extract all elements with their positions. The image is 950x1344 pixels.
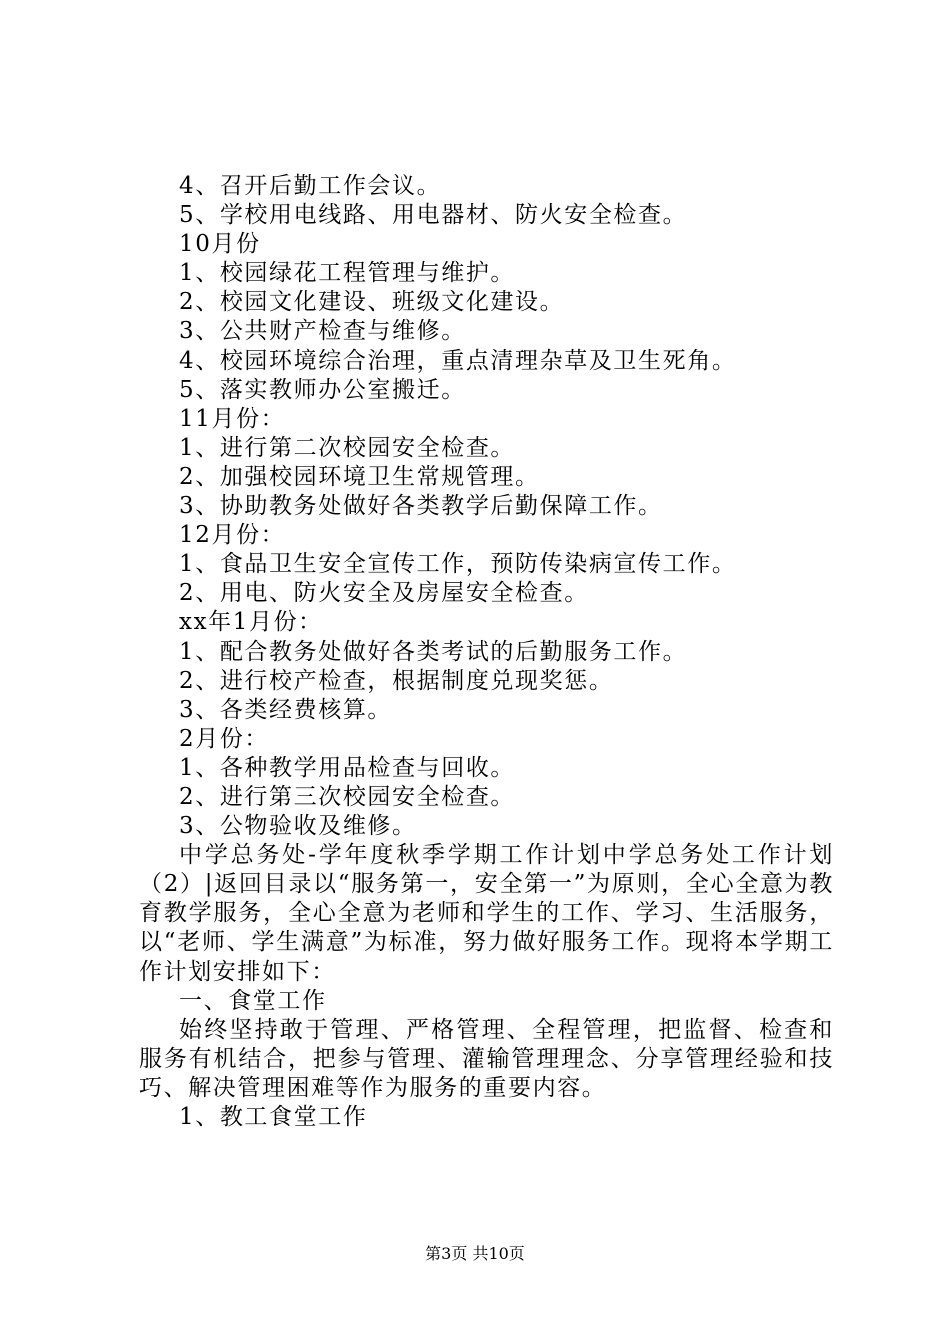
page-number-footer: 第3页 共10页 bbox=[425, 1244, 525, 1263]
section-heading: 10月份 bbox=[179, 231, 261, 258]
section-heading: 11月份： bbox=[179, 405, 286, 432]
list-item: 3、各类经费核算。 bbox=[179, 696, 393, 723]
list-item: 1、配合教务处做好各类考试的后勤服务工作。 bbox=[179, 638, 688, 665]
list-item: 5、学校用电线路、用电器材、防火安全检查。 bbox=[179, 202, 688, 229]
section-heading: 一、食堂工作 bbox=[179, 987, 327, 1014]
list-item: 3、协助教务处做好各类教学后勤保障工作。 bbox=[179, 493, 663, 520]
list-item: 1、各种教学用品检查与回收。 bbox=[179, 754, 516, 781]
list-item: 1、校园绿花工程管理与维护。 bbox=[179, 260, 516, 287]
list-item: 1、食品卫生安全宣传工作，预防传染病宣传工作。 bbox=[179, 551, 737, 578]
list-item: 1、进行第二次校园安全检查。 bbox=[179, 434, 516, 461]
section-heading: xx年1月份： bbox=[179, 609, 323, 636]
page-body bbox=[139, 172, 834, 1132]
subsection-heading: 1、教工食堂工作 bbox=[179, 1104, 368, 1130]
list-item: 2、进行第三次校园安全检查。 bbox=[179, 783, 516, 810]
list-item: 4、校园环境综合治理，重点清理杂草及卫生死角。 bbox=[179, 347, 737, 374]
list-item: 2、进行校产检查，根据制度兑现奖惩。 bbox=[179, 667, 614, 694]
list-item: 3、公共财产检查与维修。 bbox=[179, 318, 466, 345]
body-paragraph: 中学总务处-学年度秋季学期工作计划中学总务处工作计划（2）|返回目录以“服务第一，安全第一”为原则，全心全意为教育教学服务，全心全意为老师和学生的工作、学习、生活服务，以“老师、学生满意”为标准，努力做好服务工作。现将本学期工作计划安排如下： bbox=[139, 842, 834, 985]
list-item: 2、校园文化建设、班级文化建设。 bbox=[179, 289, 565, 316]
body-paragraph: 始终坚持敢于管理、严格管理、全程管理，把监督、检查和服务有机结合，把参与管理、灌输管理理念、分享管理经验和技巧、解决管理困难等作为服务的重要内容。 bbox=[139, 1016, 834, 1101]
list-item: 2、用电、防火安全及房屋安全检查。 bbox=[179, 580, 589, 607]
section-heading: 12月份： bbox=[179, 522, 286, 549]
list-item: 2、加强校园环境卫生常规管理。 bbox=[179, 463, 540, 490]
list-item: 3、公物验收及维修。 bbox=[179, 813, 417, 840]
list-item: 5、落实教师办公室搬迁。 bbox=[179, 376, 466, 403]
section-heading: 2月份： bbox=[179, 725, 270, 752]
list-item: 4、召开后勤工作会议。 bbox=[179, 173, 442, 199]
